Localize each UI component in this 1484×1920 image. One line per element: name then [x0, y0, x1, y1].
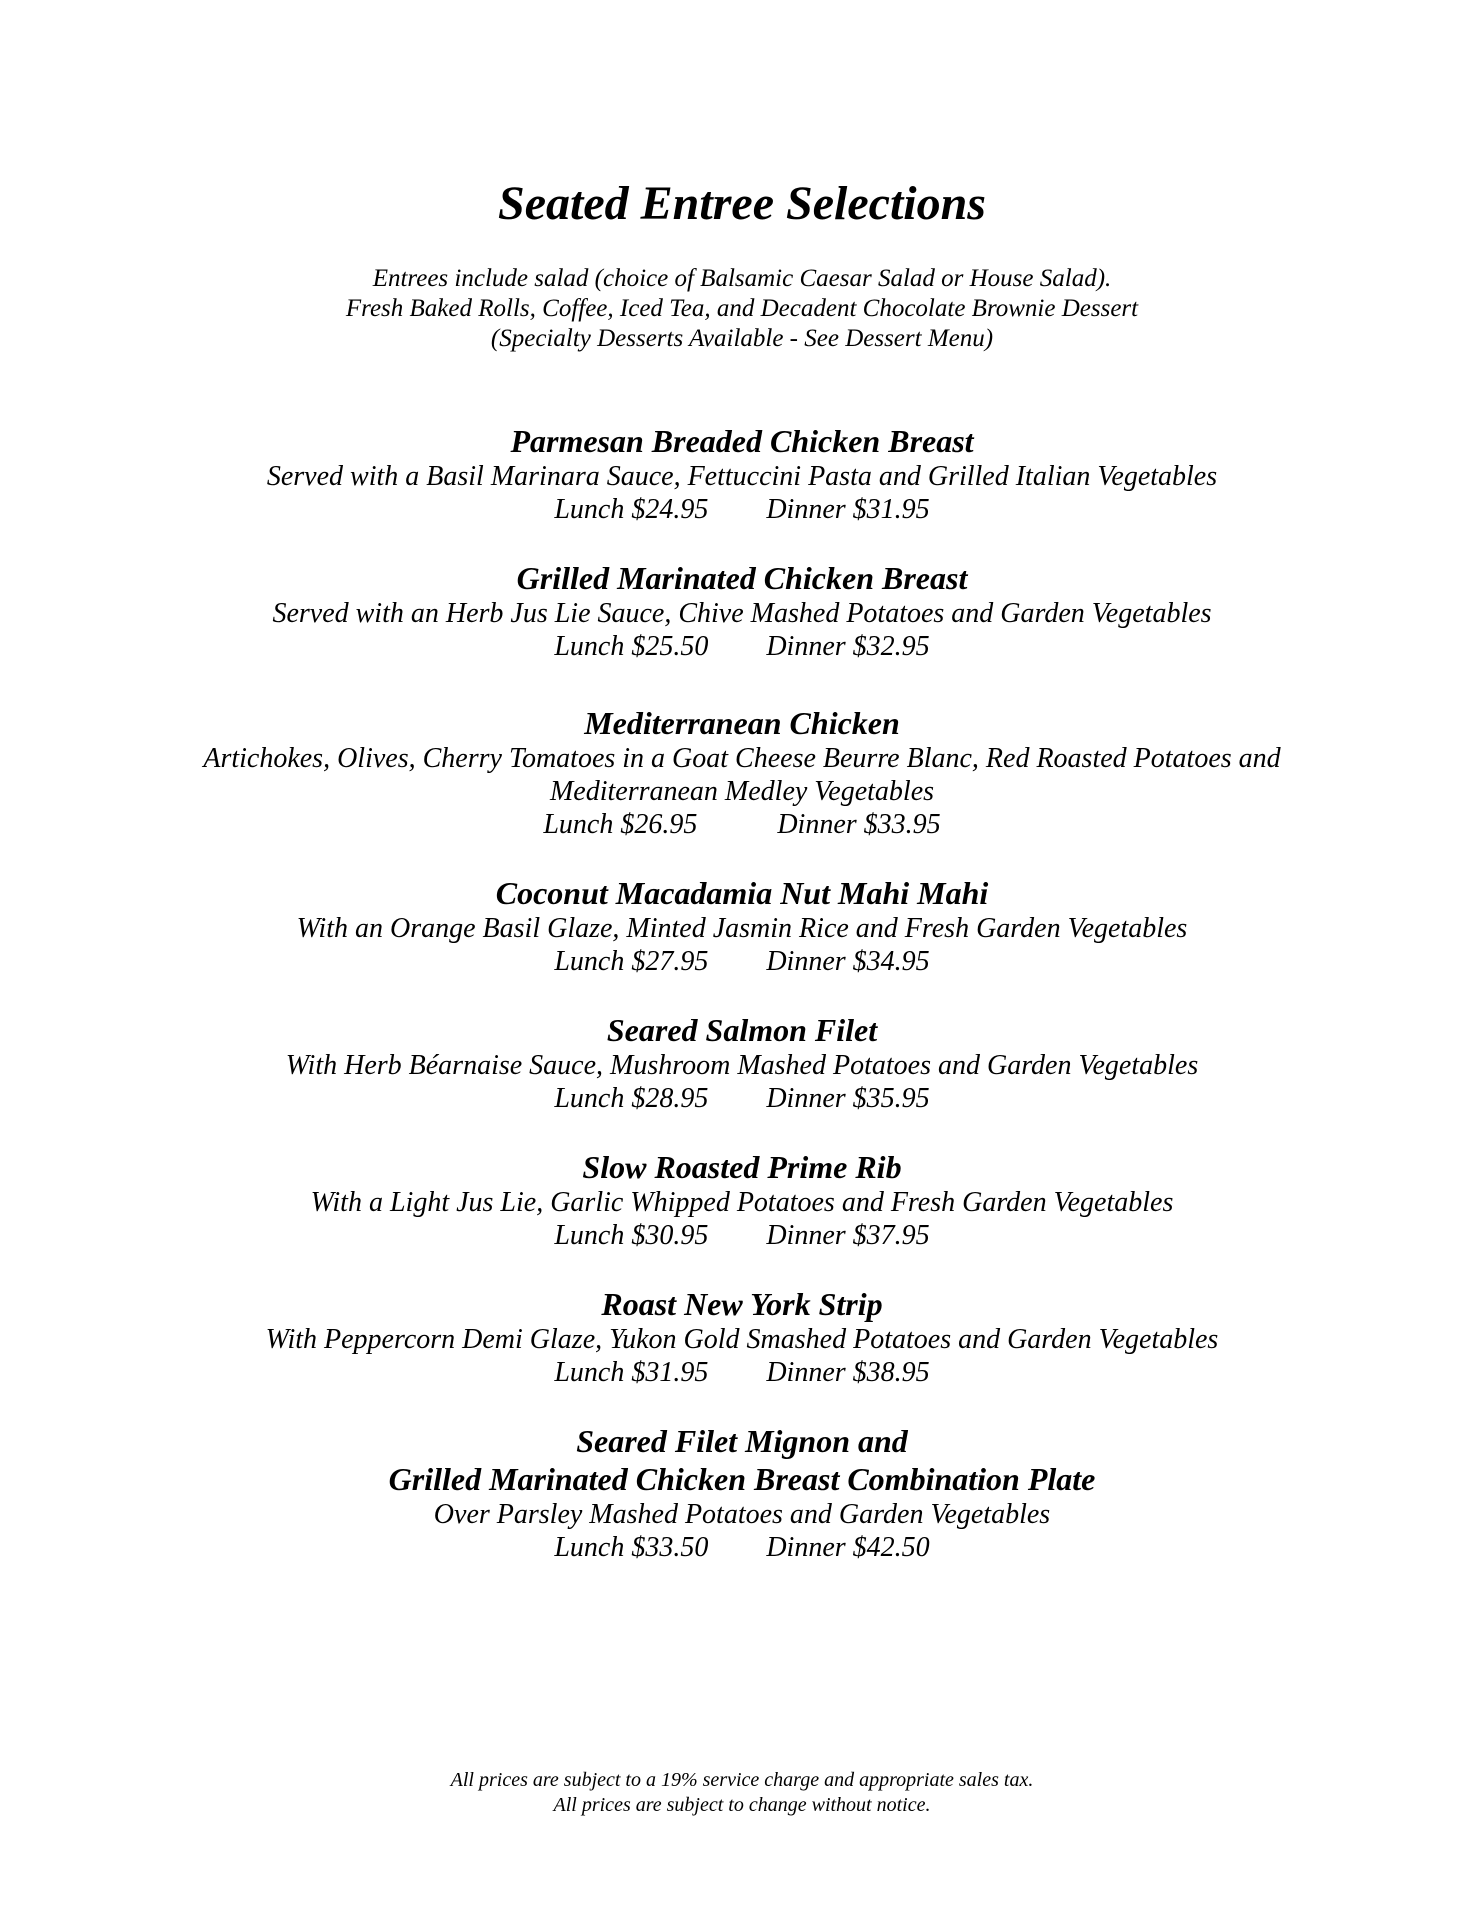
item-description: With a Light Jus Lie, Garlic Whipped Potatoes and Fresh Garden Vegetables [310, 1187, 1174, 1218]
dinner-price: Dinner $38.95 [766, 1357, 930, 1388]
item-name: Slow Roasted Prime Rib [582, 1149, 902, 1185]
lunch-price: Lunch $25.50 [554, 631, 709, 662]
lunch-price: Lunch $28.95 [554, 1083, 709, 1114]
menu-item-parmesan-chicken [0, 422, 1484, 526]
intro-text [0, 264, 1484, 354]
lunch-price: Lunch $31.95 [554, 1357, 709, 1388]
intro-line: Entrees include salad (choice of Balsamic Caesar Salad or House Salad). [372, 265, 1112, 292]
item-prices [0, 1219, 1484, 1252]
lunch-price: Lunch $30.95 [554, 1220, 709, 1251]
item-description: Served with an Herb Jus Lie Sauce, Chive Mashed Potatoes and Garden Vegetables [272, 598, 1212, 629]
item-name: Seared Salmon Filet [606, 1012, 878, 1048]
item-prices [0, 1356, 1484, 1389]
dinner-price: Dinner $33.95 [777, 809, 941, 840]
item-prices [0, 1082, 1484, 1115]
item-description: Artichokes, Olives, Cherry Tomatoes in a Goat Cheese Beurre Blanc, Red Roasted Potatoes and [203, 743, 1281, 774]
item-description: With an Orange Basil Glaze, Minted Jasmin Rice and Fresh Garden Vegetables [296, 913, 1188, 944]
menu-item-mediterranean-chicken [0, 704, 1484, 841]
footer-line: All prices are subject to change without notice. [553, 1794, 931, 1816]
menu-item-new-york-strip [0, 1285, 1484, 1389]
item-prices [0, 630, 1484, 663]
item-prices [0, 493, 1484, 526]
footer-line: All prices are subject to a 19% service charge and appropriate sales tax. [450, 1769, 1034, 1791]
item-name: Grilled Marinated Chicken Breast [516, 560, 968, 596]
page-title: Seated Entree Selections [498, 177, 986, 230]
menu-item-prime-rib [0, 1148, 1484, 1252]
item-prices [0, 945, 1484, 978]
intro-line: (Specialty Desserts Available - See Dessert Menu) [490, 325, 994, 352]
item-description: Mediterranean Medley Vegetables [549, 776, 935, 807]
item-name: Coconut Macadamia Nut Mahi Mahi [495, 875, 989, 911]
lunch-price: Lunch $26.95 [543, 809, 698, 840]
item-prices [0, 808, 1484, 841]
menu-item-combination-plate [0, 1422, 1484, 1564]
footer-notice [0, 1768, 1484, 1818]
dinner-price: Dinner $34.95 [766, 946, 930, 977]
item-description: With Peppercorn Demi Glaze, Yukon Gold Smashed Potatoes and Garden Vegetables [265, 1324, 1219, 1355]
intro-line: Fresh Baked Rolls, Coffee, Iced Tea, and Decadent Chocolate Brownie Dessert [345, 295, 1139, 322]
item-description: Served with a Basil Marinara Sauce, Fettuccini Pasta and Grilled Italian Vegetables [266, 461, 1218, 492]
menu-item-grilled-chicken [0, 559, 1484, 663]
dinner-price: Dinner $37.95 [766, 1220, 930, 1251]
item-name: Parmesan Breaded Chicken Breast [510, 423, 974, 459]
lunch-price: Lunch $24.95 [554, 494, 709, 525]
menu-item-mahi-mahi [0, 874, 1484, 978]
dinner-price: Dinner $42.50 [766, 1532, 930, 1563]
lunch-price: Lunch $33.50 [554, 1532, 709, 1563]
dinner-price: Dinner $35.95 [766, 1083, 930, 1114]
item-description: Over Parsley Mashed Potatoes and Garden Vegetables [433, 1499, 1051, 1530]
item-name: Grilled Marinated Chicken Breast Combination Plate [388, 1461, 1096, 1497]
item-name: Mediterranean Chicken [584, 705, 900, 741]
dinner-price: Dinner $31.95 [766, 494, 930, 525]
lunch-price: Lunch $27.95 [554, 946, 709, 977]
menu-item-salmon-filet [0, 1011, 1484, 1115]
item-prices [0, 1531, 1484, 1564]
dinner-price: Dinner $32.95 [766, 631, 930, 662]
item-name: Roast New York Strip [601, 1286, 883, 1322]
item-description: With Herb Béarnaise Sauce, Mushroom Mashed Potatoes and Garden Vegetables [285, 1050, 1199, 1081]
item-name: Seared Filet Mignon and [576, 1423, 908, 1459]
